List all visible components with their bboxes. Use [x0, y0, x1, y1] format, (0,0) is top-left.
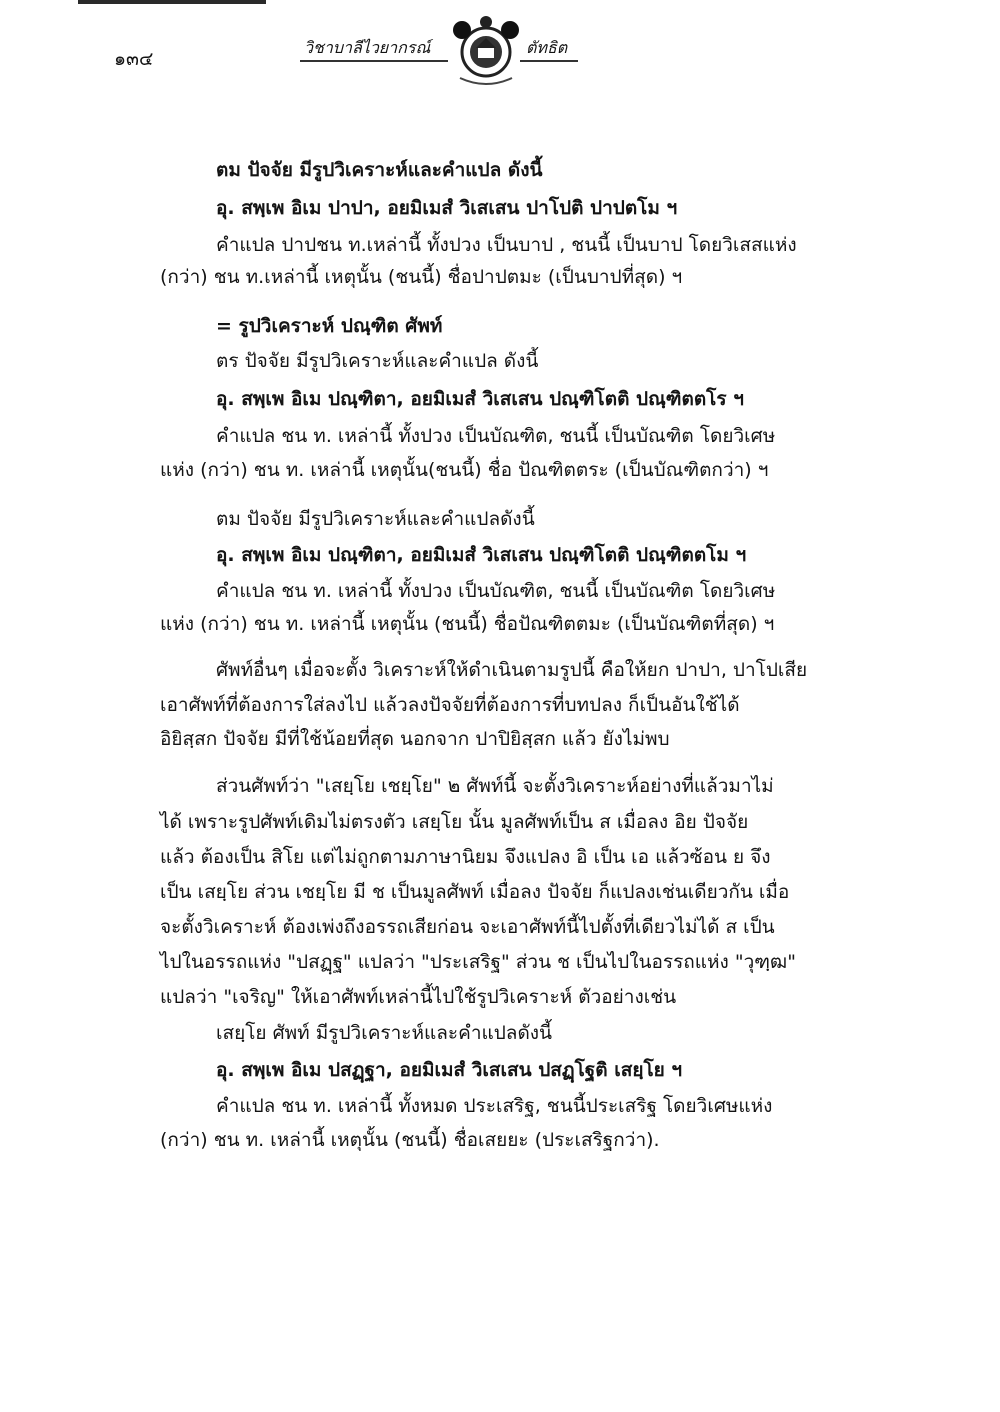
text-line: คำแปล ปาปชน ท.เหล่านี้ ทั้งปวง เป็นบาป , ชนนี้ เป็นบาป โดยวิเสสแห่ง	[216, 234, 797, 256]
text-line: คำแปล ชน ท. เหล่านี้ ทั้งหมด ประเสริฐ, ชนนี้ประเสริฐ โดยวิเศษแห่ง	[216, 1095, 773, 1117]
text-line: เสยฺโย ศัพท์ มีรูปวิเคราะห์และคำแปลดังนี้	[216, 1022, 553, 1044]
text-line: แห่ง (กว่า) ชน ท. เหล่านี้ เหตุนั้น(ชนนี้) ชื่อ ปัณฑิตตระ (เป็นบัณฑิตกว่า) ฯ	[160, 459, 769, 481]
text-line: ศัพท์อื่นๆ เมื่อจะตั้ง วิเคราะห์ให้ดำเนินตามรูปนี้ คือให้ยก ปาปา, ปาโปเสีย	[216, 659, 808, 681]
text-line: (กว่า) ชน ท.เหล่านี้ เหตุนั้น (ชนนี้) ชื่อปาปตมะ (เป็นบาปที่สุด) ฯ	[160, 266, 683, 288]
seal-emblem-icon	[440, 0, 532, 90]
page-number: ๑๓๔	[114, 48, 154, 70]
text-line: คำแปล ชน ท. เหล่านี้ ทั้งปวง เป็นบัณฑิต, ชนนี้ เป็นบัณฑิต โดยวิเศษ	[216, 425, 776, 447]
text-line: ตร ปัจจัย มีรูปวิเคราะห์และคำแปล ดังนี้	[216, 350, 539, 372]
text-line: อุ. สพฺเพ อิเม ปณฺฑิตา, อยมิเมสํ วิเสเสน ปณฺฑิโตติ ปณฺฑิตตโร ฯ	[216, 388, 744, 410]
text-line: อุ. สพฺเพ อิเม ปาปา, อยมิเมสํ วิเสเสน ปาโปติ ปาปตโม ฯ	[216, 197, 678, 219]
text-line: ได้ เพราะรูปศัพท์เดิมไม่ตรงตัว เสยฺโย นั้น มูลศัพท์เป็น ส เมื่อลง อิย ปัจจัย	[160, 811, 749, 833]
text-line: เอาศัพท์ที่ต้องการใส่ลงไป แล้วลงปัจจัยที่ต้องการที่บทปลง ก็เป็นอันใช้ได้	[160, 694, 740, 716]
text-line: อิยิสฺสก ปัจจัย มีที่ใช้น้อยที่สุด นอกจาก ปาปิยิสฺสก แล้ว ยังไม่พบ	[160, 728, 670, 750]
header-underline-right	[520, 60, 578, 62]
text-line: (กว่า) ชน ท. เหล่านี้ เหตุนั้น (ชนนี้) ชื่อเสยยะ (ประเสริฐกว่า).	[160, 1129, 660, 1151]
text-line: เป็น เสยฺโย ส่วน เชยฺโย มี ช เป็นมูลศัพท์ เมื่อลง ปัจจัย ก็แปลงเช่นเดียวกัน เมื่อ	[160, 881, 790, 903]
text-line: แปลว่า "เจริญ" ให้เอาศัพท์เหล่านี้ไปใช้รูปวิเคราะห์ ตัวอย่างเช่น	[160, 986, 677, 1008]
text-line: จะตั้งวิเคราะห์ ต้องเพ่งถึงอรรถเสียก่อน จะเอาศัพท์นี้ไปตั้งที่เดียวไม่ได้ ส เป็น	[160, 916, 775, 938]
text-line: แห่ง (กว่า) ชน ท. เหล่านี้ เหตุนั้น (ชนนี้) ชื่อปัณฑิตตมะ (เป็นบัณฑิตที่สุด) ฯ	[160, 613, 775, 635]
header-underline-left	[300, 60, 448, 62]
text-line: ส่วนศัพท์ว่า "เสยฺโย เชยฺโย" ๒ ศัพท์นี้ จะตั้งวิเคราะห์อย่างที่แล้วมาไม่	[216, 775, 774, 797]
text-line: คำแปล ชน ท. เหล่านี้ ทั้งปวง เป็นบัณฑิต, ชนนี้ เป็นบัณฑิต โดยวิเศษ	[216, 580, 776, 602]
top-rule	[78, 0, 266, 4]
header-title-left: วิชาบาลีไวยากรณ์	[304, 38, 431, 57]
text-line: แล้ว ต้องเป็น สิโย แต่ไม่ถูกตามภาษานิยม จึงแปลง อิ เป็น เอ แล้วซ้อน ย จึง	[160, 846, 771, 868]
text-line: ตม ปัจจัย มีรูปวิเคราะห์และคำแปลดังนี้	[216, 508, 535, 530]
text-line: ไปในอรรถแห่ง "ปสฏฺฐ" แปลว่า "ประเสริฐ" ส่วน ช เป็นไปในอรรถแห่ง "วุฑฺฒ"	[160, 951, 796, 973]
text-line: อุ. สพฺเพ อิเม ปสฏฺฐา, อยมิเมสํ วิเสเสน ปสฏฺโฐติ เสยฺโย ฯ	[216, 1059, 683, 1081]
text-line: = รูปวิเคราะห์ ปณฺฑิต ศัพท์	[216, 315, 443, 337]
header-title-right: ตัทธิต	[526, 38, 568, 57]
text-line: ตม ปัจจัย มีรูปวิเคราะห์และคำแปล ดังนี้	[216, 159, 543, 181]
text-line: อุ. สพฺเพ อิเม ปณฺฑิตา, อยมิเมสํ วิเสเสน ปณฺฑิโตติ ปณฺฑิตตโม ฯ	[216, 544, 747, 566]
